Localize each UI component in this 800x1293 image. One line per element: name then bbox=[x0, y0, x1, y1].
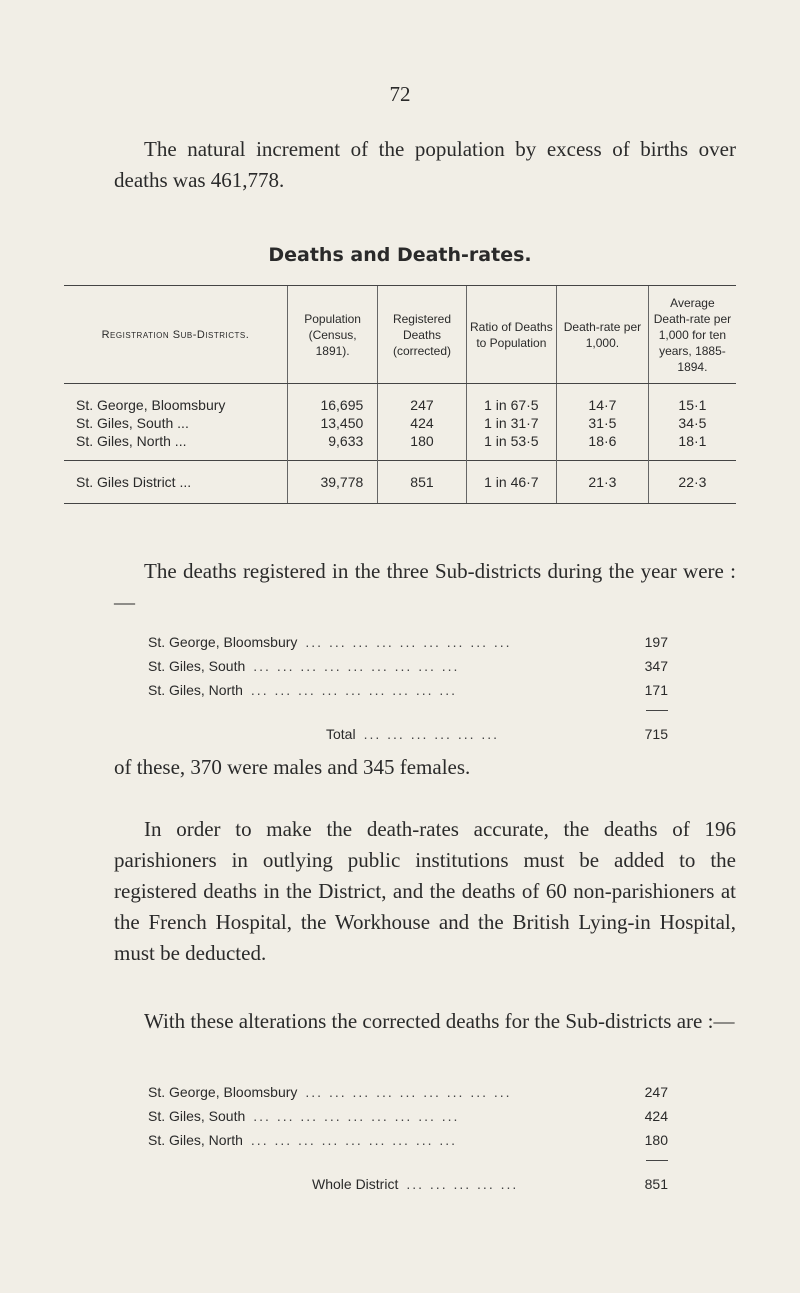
registered-deaths-list bbox=[148, 630, 668, 746]
row-ratio: 1 in 53·5 bbox=[466, 432, 556, 461]
list-total bbox=[148, 1172, 668, 1196]
list-item-name: St. George, Bloomsbury bbox=[148, 634, 298, 650]
row-deaths: 424 bbox=[378, 414, 466, 432]
header-population: Population (Census, 1891). bbox=[287, 286, 377, 384]
list-item bbox=[148, 654, 668, 678]
row-population: 13,450 bbox=[287, 414, 377, 432]
list-item-name: St. Giles, North bbox=[148, 1132, 243, 1148]
sum-rule-container bbox=[148, 702, 668, 710]
row-name: St. George, Bloomsbury bbox=[76, 397, 226, 413]
list-item-name: St. George, Bloomsbury bbox=[148, 1084, 298, 1100]
sum-rule-container bbox=[148, 1152, 668, 1160]
corrected-deaths-list bbox=[148, 1080, 668, 1196]
table-total-row bbox=[64, 461, 736, 504]
list-item bbox=[148, 678, 668, 702]
list-item bbox=[148, 1104, 668, 1128]
row-death-rate: 31·5 bbox=[557, 414, 649, 432]
row-death-rate: 14·7 bbox=[557, 384, 649, 415]
leader-dots: ... ... ... ... ... ... ... ... ... bbox=[253, 1108, 460, 1124]
row-ratio: 1 in 31·7 bbox=[466, 414, 556, 432]
header-sub-districts: Registration Sub-Districts. bbox=[64, 286, 287, 384]
header-death-rate: Death-rate per 1,000. bbox=[557, 286, 649, 384]
row-population: 16,695 bbox=[287, 384, 377, 415]
leader-dots: ... ... ... ... ... ... ... ... ... bbox=[305, 1084, 512, 1100]
leader-dots: ... ... ... ... ... bbox=[406, 1176, 519, 1192]
row-name: St. Giles, North ... bbox=[76, 433, 187, 449]
row-deaths: 247 bbox=[378, 384, 466, 415]
deaths-table bbox=[64, 285, 736, 504]
list-total-value: 851 bbox=[644, 1176, 668, 1192]
total-deaths: 851 bbox=[378, 461, 466, 504]
leader-dots: ... ... ... ... ... ... ... ... ... bbox=[250, 682, 458, 698]
list-item-value: 247 bbox=[644, 1084, 668, 1100]
list-item-name: St. Giles, South bbox=[148, 1108, 246, 1124]
list-item-name: St. Giles, South bbox=[148, 658, 246, 674]
list-item-value: 424 bbox=[644, 1108, 668, 1124]
total-average: 22·3 bbox=[648, 461, 736, 504]
list-item-value: 171 bbox=[644, 682, 668, 698]
intro-paragraph: The natural increment of the population by excess of births over deaths was 461,778. bbox=[114, 137, 736, 192]
list-item-value: 180 bbox=[644, 1132, 668, 1148]
list-total bbox=[148, 722, 668, 746]
table-row bbox=[64, 432, 736, 461]
list-item-value: 197 bbox=[644, 634, 668, 650]
header-ratio: Ratio of Deaths to Population bbox=[466, 286, 556, 384]
row-death-rate: 18·6 bbox=[557, 432, 649, 461]
deaths-table-container bbox=[64, 285, 736, 504]
leader-dots: ... ... ... ... ... ... ... ... ... bbox=[250, 1132, 458, 1148]
list-item bbox=[148, 1128, 668, 1152]
leader-dots: ... ... ... ... ... ... ... ... ... bbox=[305, 634, 512, 650]
table-row bbox=[64, 414, 736, 432]
table-header-row bbox=[64, 286, 736, 384]
total-ratio: 1 in 46·7 bbox=[466, 461, 556, 504]
accuracy-paragraph: In order to make the death-rates accurate, the deaths of 196 parishioners in outlying public institutions must be added to the registered deaths in the District, and the deaths of 60 non-parishioners at the French Hospital, the Workhouse and the British Lying-in Hospital, must be deducted. bbox=[114, 817, 736, 965]
table-row bbox=[64, 384, 736, 415]
sum-rule bbox=[646, 710, 668, 711]
list-item bbox=[148, 630, 668, 654]
row-average: 34·5 bbox=[648, 414, 736, 432]
list-item bbox=[148, 1080, 668, 1104]
page-number: 72 bbox=[389, 82, 411, 106]
row-deaths: 180 bbox=[378, 432, 466, 461]
total-population: 39,778 bbox=[287, 461, 377, 504]
total-name: St. Giles District ... bbox=[64, 461, 287, 504]
list-item-value: 347 bbox=[644, 658, 668, 674]
corrected-paragraph: With these alterations the corrected deaths for the Sub-districts are :— bbox=[144, 1009, 735, 1033]
row-average: 18·1 bbox=[648, 432, 736, 461]
row-average: 15·1 bbox=[648, 384, 736, 415]
total-death-rate: 21·3 bbox=[557, 461, 649, 504]
header-registered-deaths: Registered Deaths (corrected) bbox=[378, 286, 466, 384]
list-total-value: 715 bbox=[644, 726, 668, 742]
list-total-name: Whole District bbox=[312, 1176, 399, 1192]
leader-dots: ... ... ... ... ... ... bbox=[363, 726, 500, 742]
sex-paragraph: of these, 370 were males and 345 females. bbox=[114, 755, 471, 779]
row-population: 9,633 bbox=[287, 432, 377, 461]
registered-paragraph: The deaths registered in the three Sub-districts during the year were :— bbox=[114, 559, 736, 614]
row-name: St. Giles, South ... bbox=[76, 415, 189, 431]
list-item-name: St. Giles, North bbox=[148, 682, 243, 698]
section-heading: Deaths and Death-rates. bbox=[268, 244, 532, 266]
sum-rule bbox=[646, 1160, 668, 1161]
leader-dots: ... ... ... ... ... ... ... ... ... bbox=[253, 658, 460, 674]
row-ratio: 1 in 67·5 bbox=[466, 384, 556, 415]
list-total-name: Total bbox=[326, 726, 356, 742]
header-average-death-rate: Average Death-rate per 1,000 for ten years, 1885-1894. bbox=[648, 286, 736, 384]
